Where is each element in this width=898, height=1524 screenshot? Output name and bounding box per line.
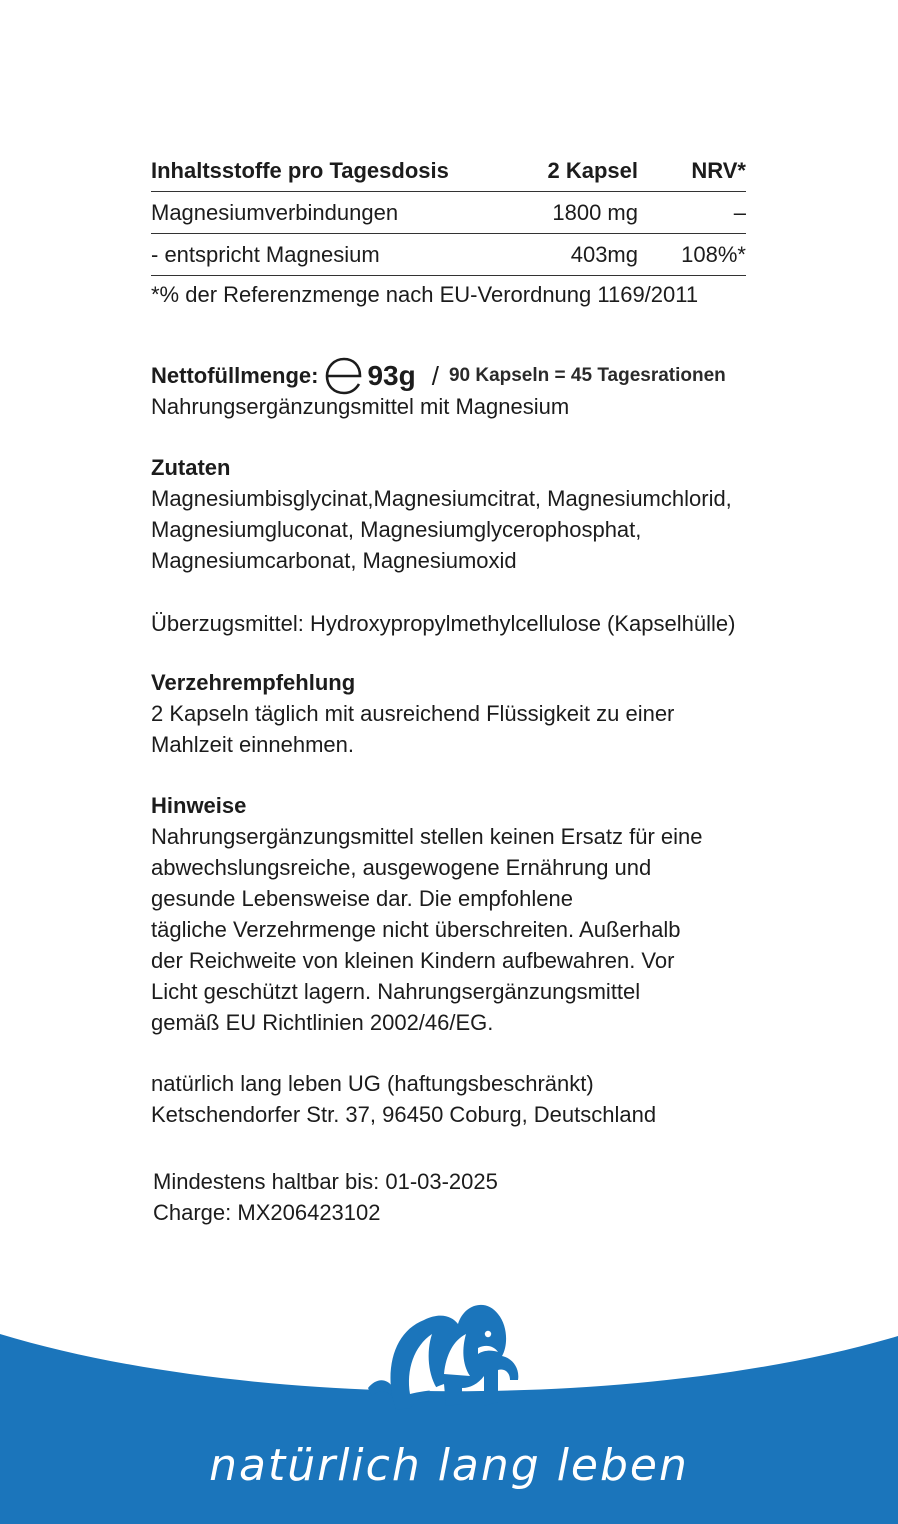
net-quantity-label: Nettofüllmenge: — [151, 363, 319, 388]
ingredients-section — [151, 452, 732, 576]
company-name: natürlich lang leben UG (haftungsbeschränkt) — [151, 1071, 594, 1096]
table-row — [151, 192, 746, 234]
company-address — [151, 1068, 656, 1130]
net-separator: / — [431, 360, 439, 391]
nutrition-table — [151, 150, 746, 276]
notes-text — [151, 821, 703, 1038]
net-quantity — [151, 356, 726, 396]
charge-number: Charge: MX206423102 — [153, 1200, 381, 1225]
estimated-sign-icon — [322, 356, 366, 396]
usage-title: Verzehrempfehlung — [151, 670, 356, 695]
brand-name: natürlich lang leben — [209, 1440, 689, 1491]
table-cell: 108%* — [642, 234, 746, 276]
text-line: der Reichweite von kleinen Kindern aufbewahren. Vor — [151, 948, 675, 973]
table-cell: 403mg — [488, 234, 642, 276]
table-footnote: *% der Referenzmenge nach EU-Verordnung 1169/2011 — [151, 282, 699, 307]
notes-title: Hinweise — [151, 793, 247, 818]
table-row — [151, 234, 746, 276]
net-amount: 93g — [367, 360, 416, 391]
table-cell: – — [642, 192, 746, 234]
text-line: Magnesiumbisglycinat,Magnesiumcitrat, Magnesiumchlorid, — [151, 486, 732, 511]
text-line: Magnesiumcarbonat, Magnesiumoxid — [151, 548, 517, 573]
usage-section — [151, 667, 674, 760]
ingredients-title: Zutaten — [151, 455, 231, 480]
text-line: tägliche Verzehrmenge nicht überschreiten. Außerhalb — [151, 917, 681, 942]
text-line: Mahlzeit einnehmen. — [151, 732, 355, 757]
text-line: Licht geschützt lagern. Nahrungsergänzungsmittel — [151, 979, 641, 1004]
table-header-row — [151, 150, 746, 192]
table-cell: - entspricht Magnesium — [151, 234, 488, 276]
text-line: 2 Kapseln täglich mit ausreichend Flüssigkeit zu einer — [151, 701, 675, 726]
notes-section — [151, 790, 703, 1038]
coating-text: Überzugsmittel: Hydroxypropylmethylcellulose (Kapselhülle) — [151, 611, 736, 636]
usage-text — [151, 698, 674, 760]
product-description: Nahrungsergänzungsmittel mit Magnesium — [151, 394, 570, 419]
table-cell: 1800 mg — [488, 192, 642, 234]
text-line: gesunde Lebensweise dar. Die empfohlene — [151, 886, 573, 911]
table-header: NRV* — [642, 150, 746, 192]
table-header: Inhaltsstoffe pro Tagesdosis — [151, 150, 488, 192]
best-before: Mindestens haltbar bis: 01-03-2025 — [153, 1169, 498, 1194]
capsule-count: 90 Kapseln = 45 Tagesrationen — [448, 365, 726, 386]
batch-info — [153, 1166, 498, 1228]
table-cell: Magnesiumverbindungen — [151, 192, 488, 234]
text-line: gemäß EU Richtlinien 2002/46/EG. — [151, 1010, 494, 1035]
ingredients-text — [151, 483, 732, 576]
text-line: Magnesiumgluconat, Magnesiumglycerophosphat, — [151, 517, 642, 542]
text-line: Nahrungsergänzungsmittel stellen keinen Ersatz für eine — [151, 824, 703, 849]
company-street: Ketschendorfer Str. 37, 96450 Coburg, Deutschland — [151, 1102, 657, 1127]
table-header: 2 Kapsel — [488, 150, 642, 192]
text-line: abwechslungsreiche, ausgewogene Ernährung und — [151, 855, 652, 880]
